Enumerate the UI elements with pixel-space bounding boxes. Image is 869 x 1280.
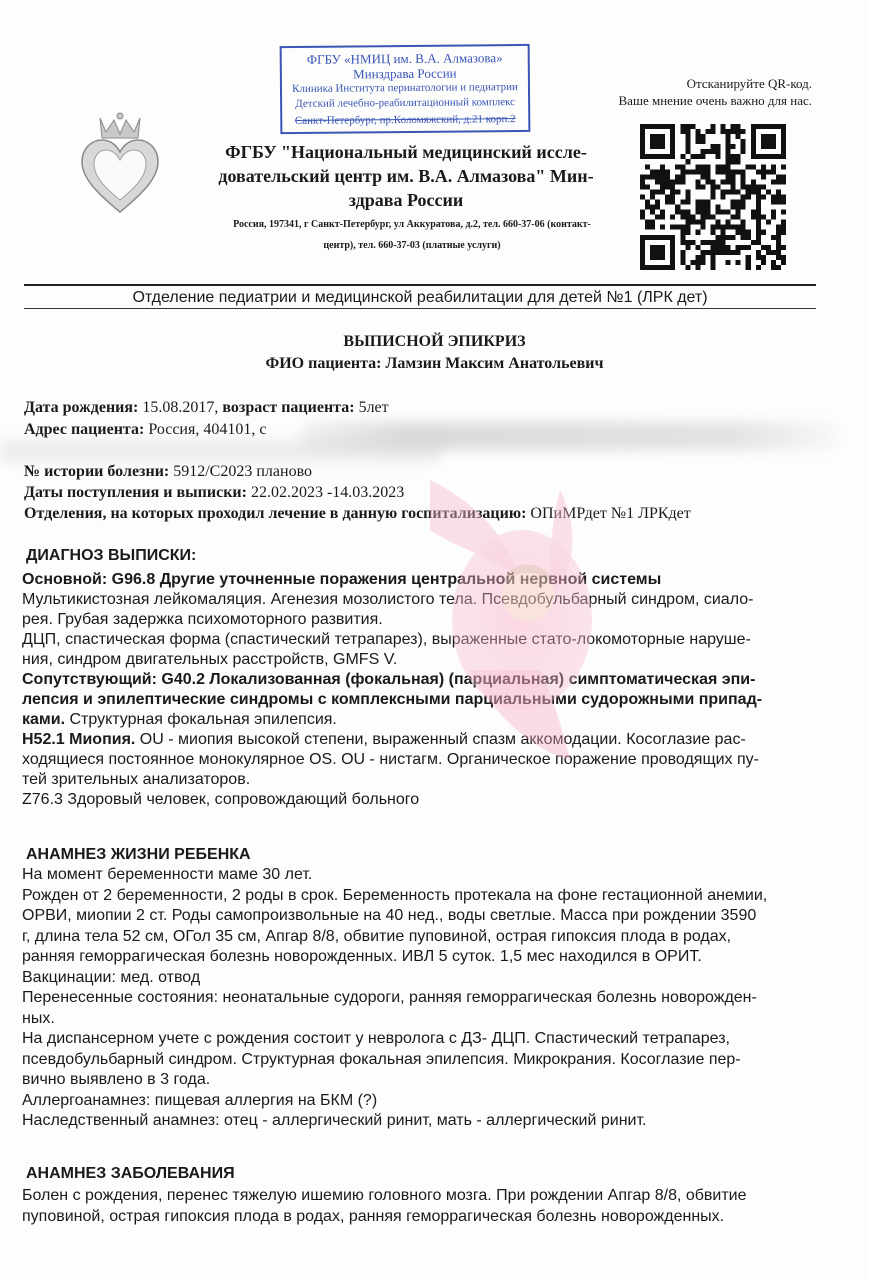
org-title-line: здрава России (348, 190, 464, 210)
concomitant-diagnosis: лепсия и эпилептические синдромы с комплексными парциальными судорожными припад- (22, 691, 763, 708)
department-name: Отделение педиатрии и медицинской реабилитации для детей №1 (ЛРК дет) (132, 289, 708, 306)
diagnosis-text: ходящиеся постоянное монокулярное OS. OU - нистагм. Органическое поражение проводящих пу- (22, 751, 759, 768)
life-anamnesis-text (22, 865, 822, 1132)
stamp-line: Детский лечебно-реабилитационный комплекс (295, 96, 516, 110)
disease-anamnesis-text (22, 1186, 822, 1227)
paragraph-line: г, длина тела 52 см, ОГол 35 см, Апгар 8/8, обвитие пуповиной, острая гипоксия плода в родах, (22, 927, 732, 945)
dates-value: 22.02.2023 -14.03.2023 (250, 484, 405, 501)
paragraph-line: ных. (22, 1009, 55, 1027)
departments-label: Отделения, на которых проходил лечение в данную госпитализацию: (24, 505, 527, 522)
document-title: ВЫПИСНОЙ ЭПИКРИЗ (343, 333, 526, 350)
paragraph-line: Рожден от 2 беременности, 2 роды в срок. Беременность протекала на фоне гестационной анемии, (22, 886, 768, 904)
diagnosis-text: ДЦП, спастическая форма (спастический тетрапарез), выраженные стато-локомоторные наруше- (22, 631, 751, 648)
paragraph-line: Болен с рождения, перенес тяжелую ишемию головного мозга. При рождении Апгар 8/8, обвитие (22, 1187, 747, 1204)
dates-label: Даты поступления и выписки: (24, 484, 247, 501)
stamp-line: Минздрава России (353, 65, 457, 82)
address-line: Россия, 197341, г Санкт-Петербург, ул Аккуратова, д.2, тел. 660-37-06 (контакт- (233, 219, 591, 230)
organization-address (212, 214, 612, 256)
patient-name: Ламзин Максим Анатольевич (385, 355, 604, 372)
paragraph-line: Перенесенные состояния: неонатальные судороги, ранняя геморрагическая болезнь новорожден- (22, 989, 757, 1006)
heart-crown-logo-icon (78, 108, 163, 216)
paragraph-line: ОРВИ, миопии 2 ст. Роды самопроизвольные на 40 нед., воды светлые. Масса при рождении 3590 (22, 907, 757, 924)
header-divider (24, 284, 816, 286)
concomitant-diagnosis: Сопутствующий: G40.2 Локализованная (фокальная) (парциальная) симптоматическая эпи- (22, 671, 756, 688)
diagnosis-text: OU - миопия высокой степени, выраженный спазм аккомодации. Косоглазие рас- (135, 731, 746, 748)
qr-code-icon[interactable] (640, 124, 786, 270)
department-divider (24, 308, 816, 309)
birth-label: Дата рождения: (24, 399, 139, 416)
birth-value: 15.08.2017, (142, 399, 219, 416)
redaction-blur (0, 440, 440, 462)
stamp-line: Санкт-Петербург, пр.Коломяжский, д.21 корп.2 (294, 113, 516, 127)
patient-label: ФИО пациента: (265, 355, 382, 372)
history-value: 5912/С2023 планово (173, 463, 313, 480)
qr-caption (600, 75, 812, 109)
main-diagnosis-label: Основной: G96.8 Другие уточненные поражения центральной нервной системы (22, 571, 662, 588)
age-label: возраст пациента: (222, 399, 355, 416)
h52-label: H52.1 Миопия. (22, 731, 136, 748)
address-label: Адрес пациента: (24, 421, 145, 438)
angel-watermark-icon (410, 470, 620, 770)
history-label: № истории болезни: (24, 463, 170, 480)
birth-line (24, 398, 844, 418)
paragraph-line: Вакцинации: мед. отвод (22, 968, 201, 986)
paragraph-line: вично выявлено в 3 года. (22, 1071, 211, 1088)
diagnosis-text: Структурная фокальная эпилепсия. (65, 711, 337, 728)
stamp-line: Клиника Института перинатологии и педиатрии (292, 81, 518, 95)
paragraph-line: Аллергоанамнез: пищевая аллергия на БКМ (?) (22, 1091, 378, 1109)
org-title-line: довательский центр им. В.А. Алмазова" Мин- (218, 166, 594, 186)
paragraph-line: На момент беременности маме 30 лет. (22, 866, 313, 883)
disease-anamnesis-heading: АНАМНЕЗ ЗАБОЛЕВАНИЯ (26, 1165, 235, 1182)
departments-value: ОПиМРдет №1 ЛРКдет (530, 505, 691, 522)
paragraph-line: На диспансерном учете с рождения состоит у невролога с ДЗ- ДЦП. Спастический тетрапарез, (22, 1030, 730, 1047)
age-value: 5лет (358, 399, 389, 416)
paragraph-line: псевдобульбарный синдром. Структурная фокальная эпилепсия. Микрокрания. Косоглазие пер- (22, 1050, 741, 1068)
diagnosis-text: рея. Грубая задержка психомоторного развития. (22, 611, 383, 628)
diagnosis-text: ния, синдром двигательных расстройств, GMFS V. (22, 651, 398, 668)
org-title-line: ФГБУ "Национальный медицинский иссле- (225, 142, 587, 162)
paragraph-line: пуповиной, острая гипоксия плода в родах, ранняя геморрагическая болезнь новорожденных. (22, 1207, 725, 1225)
diagnosis-heading: ДИАГНОЗ ВЫПИСКИ: (26, 547, 197, 564)
paragraph-line: ранняя геморрагическая болезнь новорожденных. ИВЛ 5 суток. 1,5 мес находился в ОРИТ. (22, 948, 702, 965)
address-value: Россия, 404101, с (148, 421, 267, 438)
address-line: центр), тел. 660-37-03 (платные услуги) (323, 240, 501, 251)
paragraph-line: Наследственный анамнез: отец - аллергический ринит, мать - аллергический ринит. (22, 1112, 647, 1129)
diagnosis-text: тей зрительных анализаторов. (22, 771, 251, 788)
diagnosis-text: Мультикистозная лейкомаляция. Агенезия мозолистого тела. Псевдобульбарный синдром, сиало- (22, 591, 754, 608)
clinic-stamp (280, 44, 531, 134)
qr-caption-line: Ваше мнение очень важно для нас. (618, 93, 812, 108)
stamp-line: ФГБУ «НМИЦ им. В.А. Алмазова» (306, 50, 503, 67)
concomitant-diagnosis: ками. (22, 711, 66, 728)
patient-name-line (0, 354, 869, 374)
organization-title (200, 140, 612, 212)
life-anamnesis-heading: АНАМНЕЗ ЖИЗНИ РЕБЕНКА (26, 846, 251, 863)
diagnosis-text: Z76.3 Здоровый человек, сопровождающий больного (22, 791, 420, 808)
qr-caption-line: Отсканируйте QR-код. (686, 76, 812, 91)
